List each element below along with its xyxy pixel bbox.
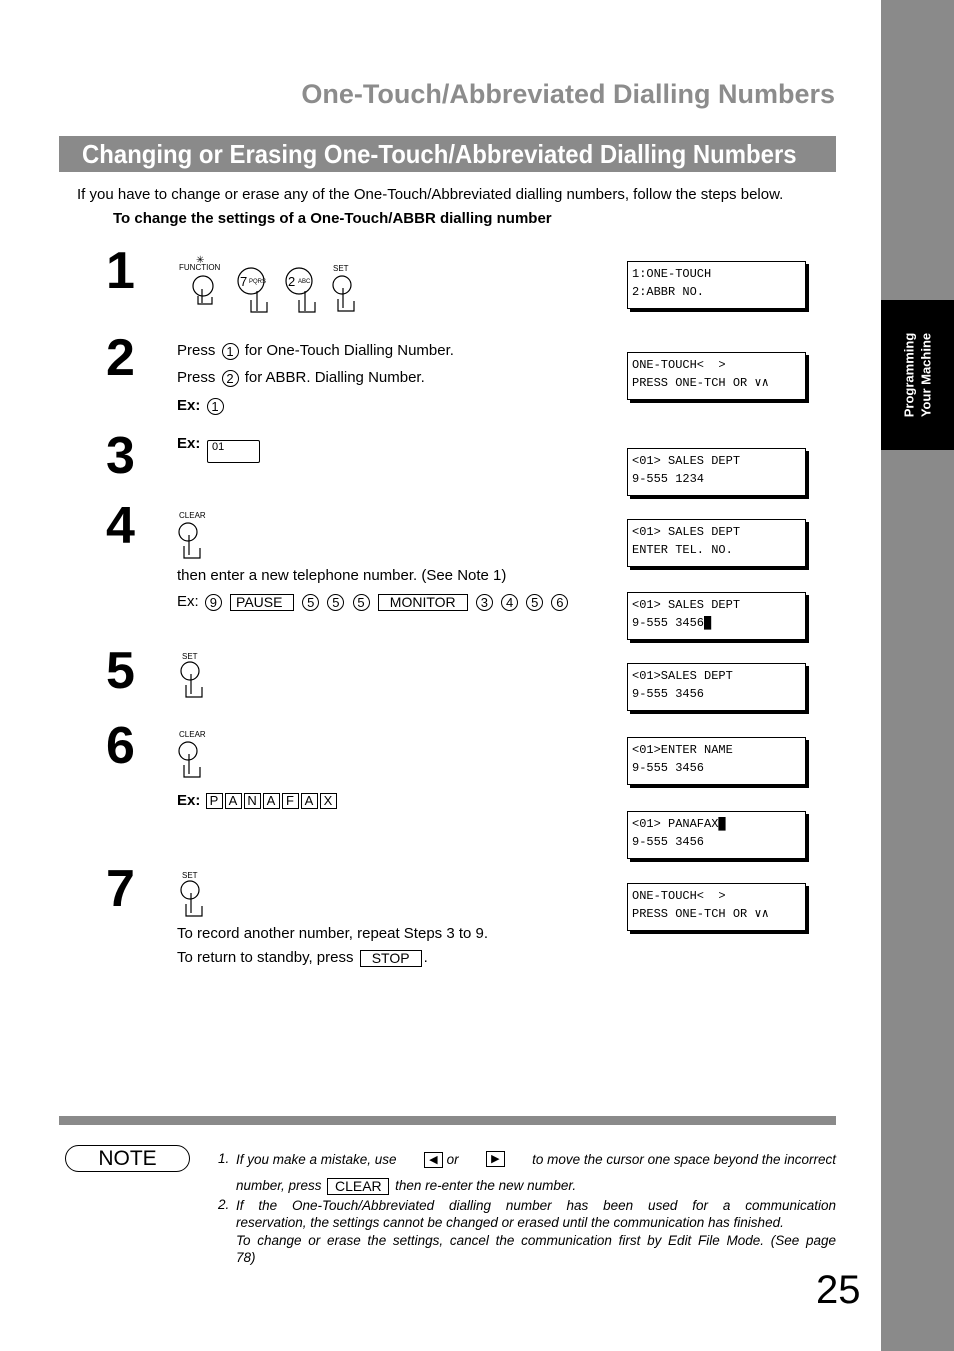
step-number: 4 <box>106 497 135 555</box>
lcd-display: <01> SALES DEPT ENTER TEL. NO. <box>627 519 806 567</box>
divider-bar <box>59 1116 836 1125</box>
step2-example: Ex: 1 <box>177 396 226 416</box>
seven-key-icon <box>233 265 273 315</box>
clear-key: CLEAR <box>327 1178 389 1195</box>
letter-key: A <box>301 793 318 809</box>
key-5: 5 <box>302 594 319 611</box>
set-key-icon <box>180 651 210 701</box>
key-1: 1 <box>207 398 224 415</box>
step-number: 1 <box>106 242 135 300</box>
lcd-display: <01> SALES DEPT 9-555 3456█ <box>627 592 806 640</box>
two-key-sub: ABC <box>298 279 311 285</box>
key-4: 4 <box>501 594 518 611</box>
function-key-label: FUNCTION <box>179 263 221 272</box>
step-number: 5 <box>106 642 135 700</box>
side-tab-line2: Your Machine <box>918 332 934 418</box>
key-5: 5 <box>353 594 370 611</box>
note-1-line1: If you make a mistake, use ◀ or ▶ to move the cursor one space beyond the incorrect <box>236 1152 836 1167</box>
note-2-line3: To change or erase the settings, cancel the communication first by Edit File Mode. (See page <box>236 1233 836 1248</box>
step6-example: Ex: P A N A F A X <box>177 791 338 811</box>
step-number: 7 <box>106 860 135 918</box>
set-key-label: SET <box>182 871 198 880</box>
step2-line2: Press 2 for ABBR. Dialling Number. <box>177 369 425 386</box>
letter-key: N <box>244 793 261 809</box>
letter-key: A <box>263 793 280 809</box>
seven-key-sub: PQRS <box>249 279 267 285</box>
page-number: 25 <box>816 1268 861 1312</box>
step4-example: Ex: 9 PAUSE 5 5 5 MONITOR 3 4 5 6 <box>177 592 570 612</box>
two-key-label: 2 <box>288 274 296 289</box>
monitor-key: MONITOR <box>378 594 468 611</box>
set-key-label: SET <box>182 652 198 661</box>
clear-key-label: CLEAR <box>179 730 206 739</box>
key-1: 1 <box>222 343 239 360</box>
lcd-display: <01> SALES DEPT 9-555 1234 <box>627 448 806 496</box>
two-key-icon <box>280 265 322 315</box>
key-5: 5 <box>526 594 543 611</box>
lcd-display: ONE-TOUCH< > PRESS ONE-TCH OR ∨∧ <box>627 883 806 931</box>
note-2-line4: 78) <box>236 1250 256 1265</box>
step4-text: then enter a new telephone number. (See Note 1) <box>177 567 507 584</box>
side-tab-label <box>881 300 954 450</box>
note-1-line2: number, press CLEAR then re-enter the new number. <box>236 1177 577 1194</box>
letter-key: P <box>206 793 223 809</box>
example-field: 01 <box>207 440 260 463</box>
section-title: One-Touch/Abbreviated Dialling Numbers <box>301 79 835 109</box>
right-arrow-key-icon: ▶ <box>486 1151 505 1167</box>
left-arrow-key-icon: ◀ <box>424 1152 443 1168</box>
letter-key: A <box>225 793 242 809</box>
key-9: 9 <box>205 594 222 611</box>
letter-key: X <box>320 793 337 809</box>
banner-title: Changing or Erasing One-Touch/Abbreviated Dialling Numbers <box>82 139 797 169</box>
step2-line1: Press 1 for One-Touch Dialling Number. <box>177 342 454 359</box>
step-number: 2 <box>106 329 135 387</box>
note-2-line2: reservation, the settings cannot be changed or erased until the communication has finished. <box>236 1215 784 1230</box>
letter-key: F <box>282 793 299 809</box>
clear-key-icon <box>178 510 214 562</box>
clear-key-icon <box>178 729 214 781</box>
intro-text: If you have to change or erase any of the One-Touch/Abbreviated dialling numbers, follow the steps below. <box>77 186 784 203</box>
step-number: 6 <box>106 717 135 775</box>
note-2-line1: If the One-Touch/Abbreviated dialling number has been used for a communication <box>236 1198 836 1213</box>
svg-text:✳: ✳ <box>196 255 205 266</box>
note-1-number: 1. <box>218 1151 230 1166</box>
stop-key: STOP <box>360 950 422 967</box>
side-tab-line1: Programming <box>901 332 917 418</box>
side-bar <box>881 0 954 1351</box>
step7-line1: To record another number, repeat Steps 3 to 9. <box>177 925 489 942</box>
lcd-display: <01>SALES DEPT 9-555 3456 <box>627 663 806 711</box>
function-key-icon <box>178 253 228 313</box>
lcd-display: <01>ENTER NAME 9-555 3456 <box>627 737 806 785</box>
subhead: To change the settings of a One-Touch/ABBR dialling number <box>113 210 552 227</box>
key-6: 6 <box>551 594 568 611</box>
step-number: 3 <box>106 427 135 485</box>
step3-example-label: Ex: <box>177 435 201 452</box>
note-2-number: 2. <box>218 1197 230 1212</box>
clear-key-label: CLEAR <box>179 511 206 520</box>
set-key-icon <box>331 263 361 315</box>
key-3: 3 <box>476 594 493 611</box>
seven-key-label: 7 <box>240 274 248 289</box>
lcd-display: ONE-TOUCH< > PRESS ONE-TCH OR ∨∧ <box>627 352 806 400</box>
pause-key: PAUSE <box>230 594 294 611</box>
set-key-icon <box>180 870 210 920</box>
lcd-display: 1:ONE-TOUCH 2:ABBR NO. <box>627 261 806 309</box>
set-key-label: SET <box>333 264 349 273</box>
lcd-display: <01> PANAFAX█ 9-555 3456 <box>627 811 806 859</box>
note-label: NOTE <box>65 1145 190 1172</box>
step7-line2: To return to standby, press STOP . <box>177 949 428 966</box>
key-5: 5 <box>327 594 344 611</box>
key-2: 2 <box>222 370 239 387</box>
